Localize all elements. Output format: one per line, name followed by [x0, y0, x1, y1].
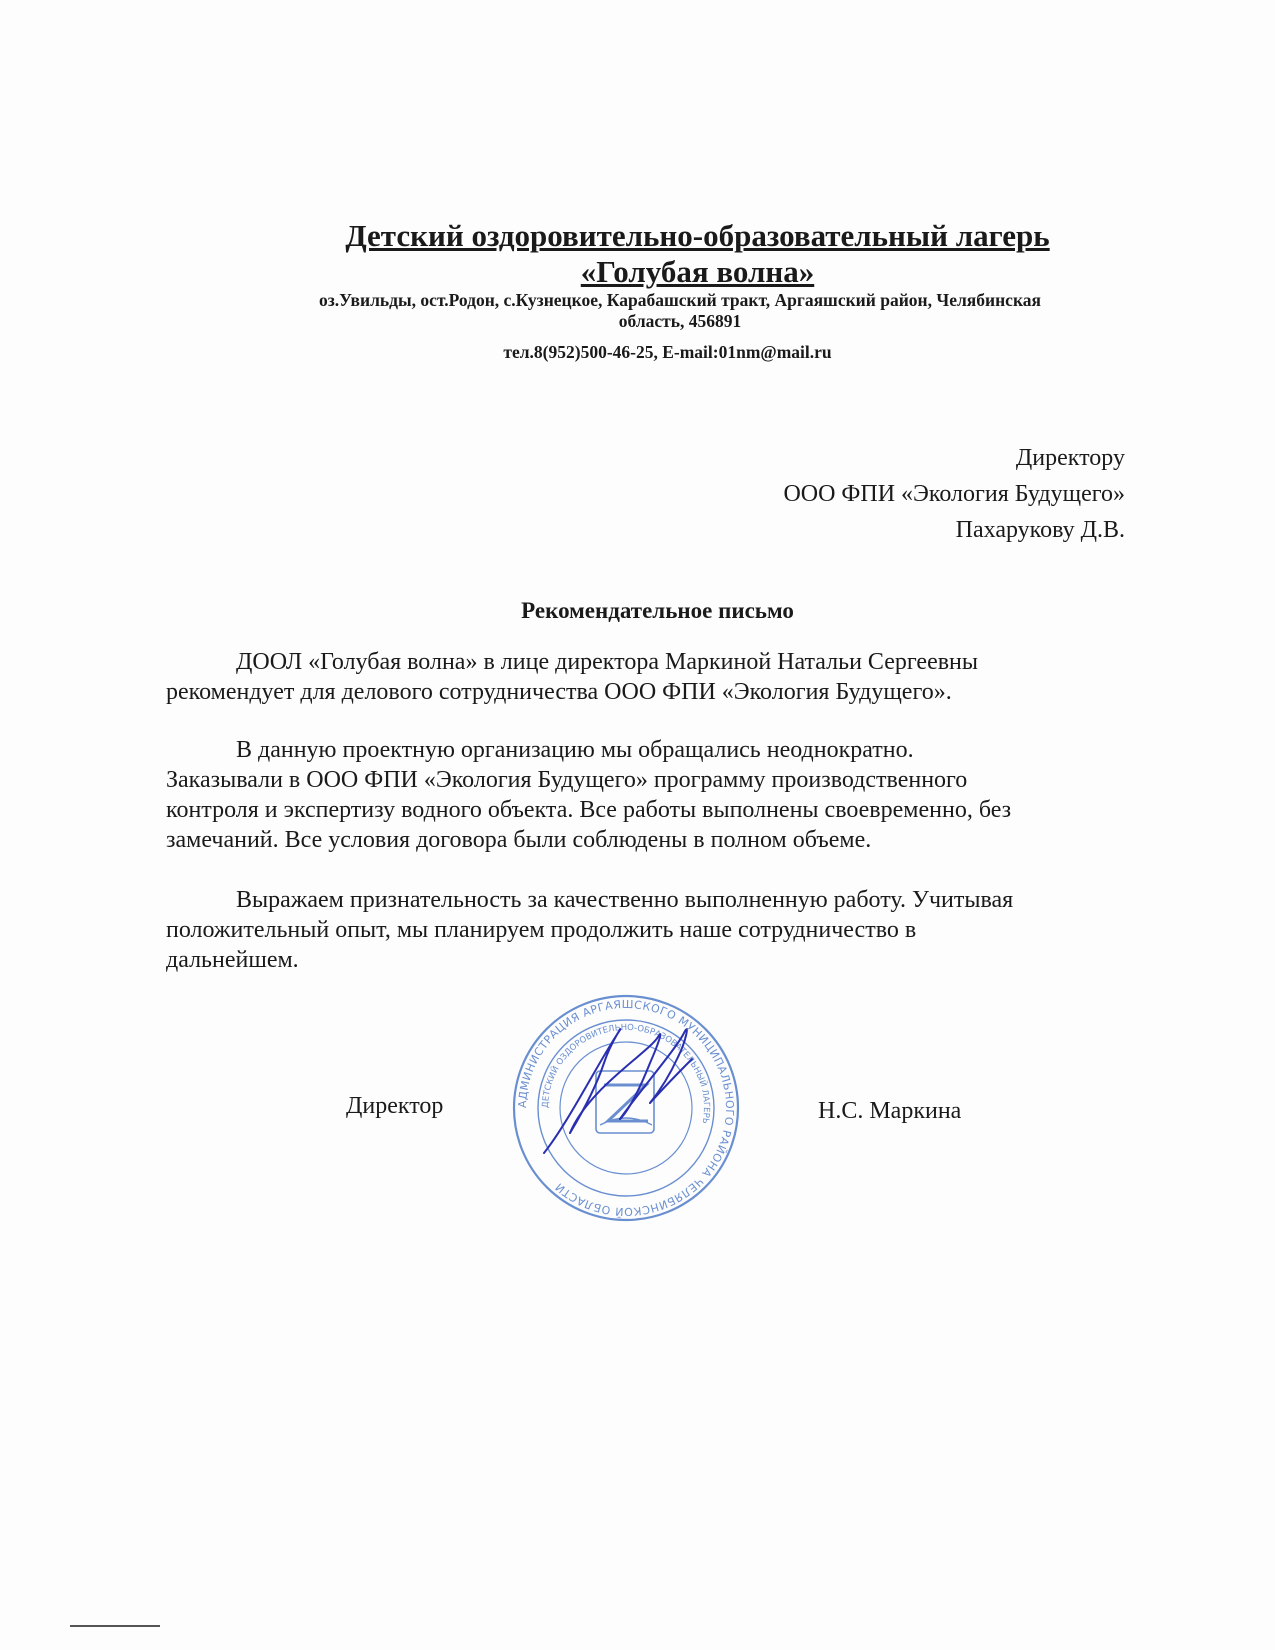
signatory-role: Директор: [346, 1093, 444, 1119]
letter-title: Рекомендательное письмо: [521, 598, 794, 623]
camp-contacts: тел.8(952)500-46-25, E-mail:01nm@mail.ru: [503, 342, 832, 362]
paragraph-line: положительный опыт, мы планируем продолжить наше сотрудничество в: [166, 917, 917, 943]
paragraph-line: В данную проектную организацию мы обращались неоднократно.: [236, 737, 914, 763]
seal-outer-text: АДМИНИСТРАЦИЯ АРГАЯШСКОГО МУНИЦИПАЛЬНОГО РАЙОНА ЧЕЛЯБИНСКОЙ ОБЛАСТИ: [515, 997, 737, 1219]
scan-edge-line: [70, 1625, 160, 1627]
paragraph-line: рекомендует для делового сотрудничества ООО ФПИ «Экология Будущего».: [166, 679, 952, 705]
addressee-organization: ООО ФПИ «Экология Будущего»: [783, 481, 1125, 507]
signatory-name: Н.С. Маркина: [818, 1098, 962, 1124]
camp-address: [230, 290, 1130, 332]
paragraph-line: контроля и экспертизу водного объекта. Все работы выполнены своевременно, без: [166, 797, 1012, 823]
paragraph-line: Заказывали в ООО ФПИ «Экология Будущего» программу производственного: [166, 767, 968, 793]
paragraph-line: замечаний. Все условия договора были соблюдены в полном объеме.: [166, 827, 872, 853]
seal-inner-text: ДЕТСКИЙ ОЗДОРОВИТЕЛЬНО-ОБРАЗОВАТЕЛЬНЫЙ ЛАГЕРЬ: [540, 1022, 712, 1125]
paragraph-2: [166, 735, 1126, 855]
addressee-name: Пахарукову Д.В.: [955, 517, 1125, 543]
address-line: оз.Увильды, ост.Родон, с.Кузнецкое, Карабашский тракт, Аргаяшский район, Челябинская: [318, 290, 1041, 310]
paragraph-1: [166, 647, 1126, 707]
paragraph-line: ДООЛ «Голубая волна» в лице директора Маркиной Натальи Сергеевны: [236, 649, 979, 675]
address-line: область, 456891: [618, 311, 742, 331]
camp-name-title: Детский оздоровительно-образовательный лагерь: [345, 218, 1050, 253]
paragraph-3: [166, 885, 1126, 975]
addressee-position: Директору: [1015, 445, 1125, 471]
camp-name-quoted: «Голубая волна»: [580, 254, 815, 289]
official-seal-with-signature: [508, 993, 744, 1223]
addressee-block: [783, 440, 1125, 548]
paragraph-line: Выражаем признательность за качественно выполненную работу. Учитывая: [236, 887, 1014, 913]
paragraph-line: дальнейшем.: [166, 947, 299, 973]
